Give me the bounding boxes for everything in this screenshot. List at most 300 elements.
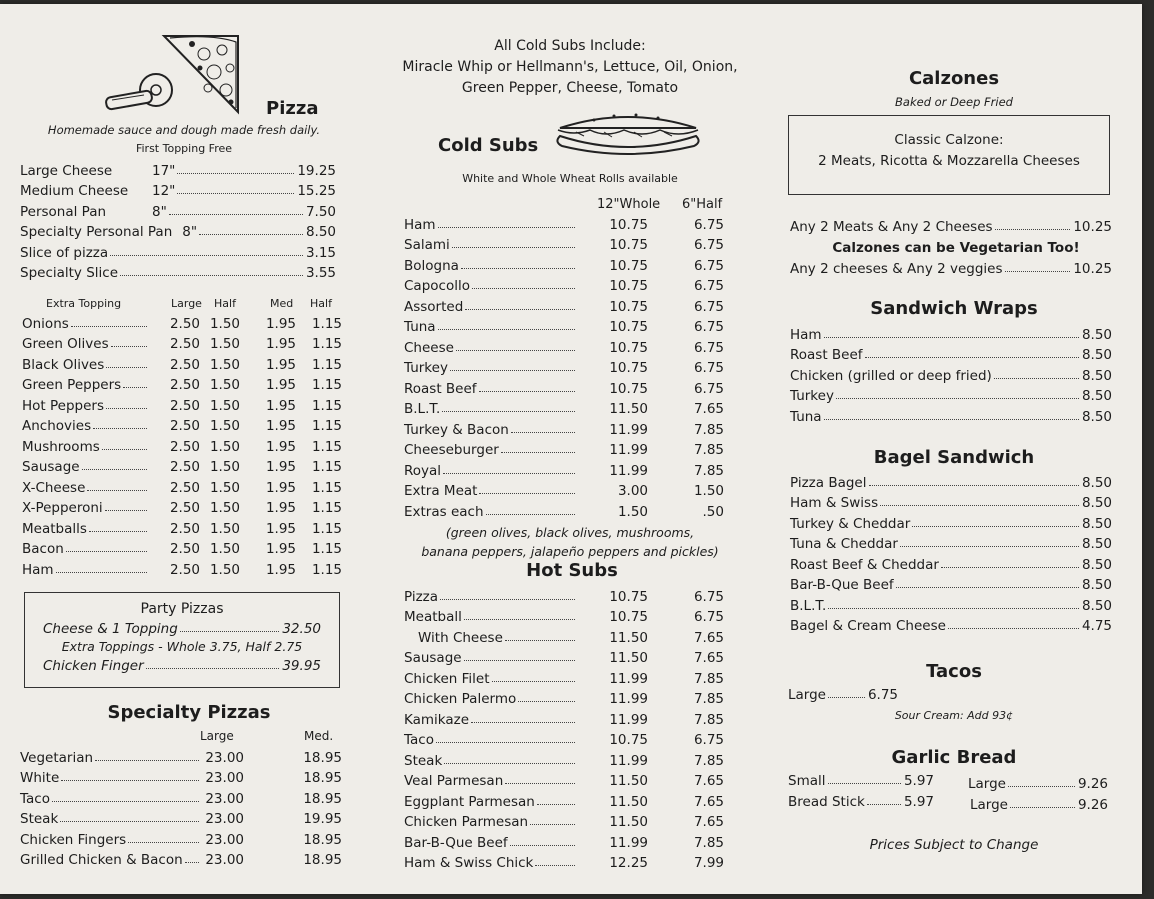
topping-row <box>22 352 342 373</box>
cold-sub-half-price: 6.75 <box>693 298 724 315</box>
cold-sub-row <box>404 499 724 520</box>
bagel-item-name: Bar-B-Que Beef <box>790 577 894 593</box>
bagel-item-price: 8.50 <box>1081 474 1112 491</box>
wraps-item-name: Chicken (grilled or deep fried) <box>790 367 992 384</box>
pizza-size-inches: 12" <box>152 183 176 199</box>
topping-name: Sausage <box>22 459 80 475</box>
classic-line: 2 Meats, Ricotta & Mozzarella Cheeses <box>818 153 1080 169</box>
wraps-item-price: 8.50 <box>1081 367 1112 384</box>
cold-sub-row <box>404 438 724 459</box>
garlic-item <box>788 789 934 810</box>
hot-sub-name: With Cheese <box>418 629 503 646</box>
cold-sub-row <box>404 356 724 377</box>
pizza-size-price: 7.50 <box>305 203 336 220</box>
pizza-size-name: Slice of pizza <box>20 244 109 261</box>
pizza-size-row <box>20 261 336 282</box>
specialty-name: Taco <box>20 790 50 807</box>
pizza-size-row <box>20 179 336 200</box>
hot-subs-list <box>404 584 724 871</box>
hot-sub-name: Pizza <box>404 588 439 605</box>
specialty-large-price: 23.00 <box>205 811 244 827</box>
classic-calzone-box <box>788 115 1110 195</box>
vegetarian-note: Calzones can be Vegetarian Too! <box>832 240 1080 256</box>
topping-price: 1.15 <box>311 418 342 434</box>
cold-sub-half-price: 6.75 <box>693 257 724 274</box>
cold-sub-name: Cheese <box>404 339 454 356</box>
specialty-med-price: 18.95 <box>303 831 342 848</box>
hot-sub-half-price: 7.65 <box>693 793 724 810</box>
cold-sub-whole-price: 10.75 <box>609 257 648 274</box>
pizza-subtitle: Homemade sauce and dough made fresh daily. <box>47 123 321 137</box>
topping-price: 1.50 <box>209 397 240 414</box>
cold-sub-name: Salami <box>404 237 450 253</box>
topping-row <box>22 475 342 496</box>
topping-price: 1.15 <box>311 377 342 393</box>
cold-sub-whole-price: 11.99 <box>609 442 648 458</box>
bagel-row <box>790 532 1112 553</box>
cold-sub-name: Tuna <box>404 319 436 335</box>
prices-footer: Prices Subject to Change <box>869 837 1039 853</box>
garlic-item <box>970 792 1108 813</box>
pizza-size-name: Specialty Personal Pan <box>20 224 173 240</box>
specialty-med-price: 18.95 <box>303 749 342 766</box>
topping-row <box>22 373 342 394</box>
topping-header: Half <box>310 297 332 310</box>
hot-sub-whole-price: 11.50 <box>609 650 648 666</box>
bagel-item-price: 4.75 <box>1081 618 1112 634</box>
hot-sub-half-price: 7.85 <box>693 670 724 687</box>
topping-price: 1.50 <box>209 438 240 455</box>
bagel-title: Bagel Sandwich <box>873 447 1035 468</box>
garlic-item-name: Small <box>788 772 826 789</box>
topping-header: Half <box>214 297 236 310</box>
hot-sub-name: Sausage <box>404 650 462 666</box>
topping-name: Green Olives <box>22 336 109 352</box>
topping-price: 1.95 <box>265 397 296 414</box>
topping-price: 1.95 <box>265 418 296 434</box>
intro-line: All Cold Subs Include: <box>494 38 646 54</box>
topping-price: 2.50 <box>169 479 200 496</box>
cold-sub-name: Turkey & Bacon <box>404 421 509 438</box>
bagel-item-name: Roast Beef & Cheddar <box>790 556 939 573</box>
cold-sub-row <box>404 315 724 336</box>
cold-sub-row <box>404 376 724 397</box>
wraps-item-price: 8.50 <box>1081 347 1112 363</box>
specialty-row <box>20 807 342 828</box>
hot-sub-whole-price: 10.75 <box>609 732 648 748</box>
garlic-item-price: 5.97 <box>903 793 934 810</box>
cold-sub-row <box>404 479 724 500</box>
hot-sub-whole-price: 11.50 <box>609 793 648 810</box>
hot-sub-half-price: 6.75 <box>693 588 724 605</box>
topping-name: Green Peppers <box>22 377 122 393</box>
bagel-item-name: B.L.T. <box>790 597 827 614</box>
party-item-name: Chicken Finger <box>43 658 144 674</box>
topping-price: 1.15 <box>311 520 342 537</box>
cold-sub-row <box>404 294 724 315</box>
cold-sub-whole-price: 10.75 <box>609 278 648 294</box>
wraps-item-name: Ham <box>790 326 822 343</box>
wraps-title: Sandwich Wraps <box>870 298 1038 319</box>
hot-sub-half-price: 7.65 <box>693 814 724 830</box>
hot-sub-half-price: 7.65 <box>693 629 724 646</box>
topping-price: 2.50 <box>169 356 200 373</box>
hot-sub-row <box>404 625 724 646</box>
topping-price: 1.50 <box>209 459 240 475</box>
topping-price: 1.95 <box>265 336 296 352</box>
cold-sub-half-price: 7.85 <box>693 462 724 479</box>
topping-price: 1.95 <box>265 500 296 516</box>
specialty-name: Chicken Fingers <box>20 831 127 848</box>
hot-sub-name: Steak <box>404 752 443 769</box>
topping-price: 2.50 <box>169 520 200 537</box>
hot-sub-half-price: 7.65 <box>693 773 724 789</box>
topping-price: 1.50 <box>209 479 240 496</box>
menu-page <box>0 4 1142 894</box>
specialty-large-price: 23.00 <box>205 852 244 868</box>
topping-price: 2.50 <box>169 541 200 557</box>
hot-sub-row <box>404 728 724 749</box>
cold-sub-half-price: 6.75 <box>693 237 724 253</box>
hot-sub-name: Meatball <box>404 609 462 625</box>
bagel-item-price: 8.50 <box>1081 556 1112 573</box>
cold-sub-half-price: 6.75 <box>693 216 724 233</box>
hot-sub-whole-price: 11.99 <box>609 691 648 707</box>
topping-row <box>22 455 342 476</box>
wraps-item-name: Turkey <box>790 388 834 404</box>
pizza-size-row <box>20 199 336 220</box>
topping-row <box>22 393 342 414</box>
hot-sub-row <box>404 687 724 708</box>
topping-price: 1.95 <box>265 315 296 332</box>
cold-sub-name: Cheeseburger <box>404 442 499 458</box>
hot-sub-name: Eggplant Parmesan <box>404 793 535 810</box>
taco-item <box>788 682 898 703</box>
bagel-row <box>790 511 1112 532</box>
topping-price: 1.95 <box>265 356 296 373</box>
topping-price: 1.15 <box>311 397 342 414</box>
cold-sub-half-price: 1.50 <box>693 483 724 499</box>
topping-name: Mushrooms <box>22 438 100 455</box>
pizza-size-row <box>20 240 336 261</box>
party-extra-note: Extra Toppings - Whole 3.75, Half 2.75 <box>61 639 303 654</box>
topping-price: 1.50 <box>209 541 240 557</box>
topping-name: Anchovies <box>22 418 92 434</box>
topping-price: 1.15 <box>311 356 342 373</box>
topping-price: 2.50 <box>169 418 200 434</box>
topping-price: 2.50 <box>169 459 200 475</box>
cold-sub-whole-price: 1.50 <box>617 503 648 520</box>
cold-sub-half-price: .50 <box>702 503 724 520</box>
cold-sub-whole-price: 11.99 <box>609 421 648 438</box>
cold-sub-row <box>404 335 724 356</box>
party-title: Party Pizzas <box>140 601 224 617</box>
garlic-item-name: Large <box>968 775 1006 792</box>
cold-sub-whole-price: 10.75 <box>609 237 648 253</box>
topping-name: Hot Peppers <box>22 397 104 414</box>
garlic-item-name: Bread Stick <box>788 793 865 810</box>
topping-price: 2.50 <box>169 561 200 578</box>
hot-sub-name: Chicken Filet <box>404 670 490 687</box>
cold-sub-half-price: 7.85 <box>693 442 724 458</box>
cold-sub-name: Bologna <box>404 257 459 274</box>
cold-sub-name: Assorted <box>404 298 464 315</box>
hot-sub-row <box>404 810 724 831</box>
topping-price: 1.50 <box>209 500 240 516</box>
cold-sub-whole-price: 10.75 <box>609 216 648 233</box>
hot-sub-row <box>404 605 724 626</box>
wraps-item-price: 8.50 <box>1081 408 1112 425</box>
specialty-med-price: 18.95 <box>303 770 342 786</box>
specialty-name: Grilled Chicken & Bacon <box>20 852 183 868</box>
topping-price: 1.50 <box>209 356 240 373</box>
hot-sub-row <box>404 789 724 810</box>
topping-row <box>22 516 342 537</box>
hot-sub-name: Ham & Swiss Chick <box>404 855 534 871</box>
topping-name: Black Olives <box>22 356 105 373</box>
specialty-title: Specialty Pizzas <box>107 702 271 723</box>
specialty-header: Med. <box>304 729 334 743</box>
party-item-name: Cheese & 1 Topping <box>43 621 178 637</box>
garlic-item-name: Large <box>970 796 1008 813</box>
wraps-item-name: Tuna <box>790 408 822 425</box>
topping-row <box>22 537 342 558</box>
party-item-price: 39.95 <box>282 658 321 674</box>
bagel-item-price: 8.50 <box>1081 577 1112 593</box>
garlic-item <box>788 768 934 789</box>
bagel-item-price: 8.50 <box>1081 515 1112 532</box>
taco-item-price: 6.75 <box>867 686 898 703</box>
cold-sub-whole-price: 10.75 <box>609 380 648 397</box>
topping-name: Ham <box>22 561 54 578</box>
cold-sub-half-price: 6.75 <box>693 278 724 294</box>
topping-price: 1.50 <box>209 561 240 578</box>
bagel-item-price: 8.50 <box>1081 495 1112 511</box>
hot-sub-half-price: 7.85 <box>693 752 724 769</box>
cold-sub-row <box>404 417 724 438</box>
pizza-size-name: Personal Pan <box>20 203 107 220</box>
sub-sandwich-icon <box>554 106 702 158</box>
wraps-item-price: 8.50 <box>1081 388 1112 404</box>
topping-price: 1.95 <box>265 479 296 496</box>
topping-price: 2.50 <box>169 377 200 393</box>
cold-sub-half-price: 6.75 <box>693 360 724 376</box>
topping-name: Onions <box>22 315 69 332</box>
intro-line: Green Pepper, Cheese, Tomato <box>461 80 679 96</box>
topping-price: 1.15 <box>311 479 342 496</box>
hot-sub-half-price: 7.85 <box>693 691 724 707</box>
topping-row <box>22 332 342 353</box>
topping-price: 1.15 <box>311 500 342 516</box>
cold-sub-name: Turkey <box>404 360 448 376</box>
classic-line: Classic Calzone: <box>894 132 1004 148</box>
specialty-name: Steak <box>20 811 59 827</box>
cold-sub-half-price: 6.75 <box>693 339 724 356</box>
topping-name: X-Pepperoni <box>22 500 103 516</box>
tacos-title: Tacos <box>926 661 982 682</box>
topping-price: 1.15 <box>311 315 342 332</box>
topping-row <box>22 311 342 332</box>
party-item <box>43 654 321 674</box>
bagel-item-name: Bagel & Cream Cheese <box>790 618 946 634</box>
hot-sub-whole-price: 11.50 <box>609 629 648 646</box>
hot-sub-row <box>404 748 724 769</box>
hot-sub-whole-price: 10.75 <box>609 588 648 605</box>
topping-price: 1.15 <box>311 459 342 475</box>
bagel-item-name: Pizza Bagel <box>790 474 867 491</box>
extras-note-line: banana peppers, jalapeño peppers and pickles) <box>421 544 719 559</box>
cold-sub-name: Ham <box>404 216 436 233</box>
hot-sub-whole-price: 11.99 <box>609 670 648 687</box>
cold-sub-row <box>404 397 724 418</box>
hot-sub-half-price: 7.65 <box>693 650 724 666</box>
hot-sub-half-price: 7.85 <box>693 834 724 851</box>
bagel-item-price: 8.50 <box>1081 536 1112 552</box>
hot-sub-name: Bar-B-Que Beef <box>404 834 508 851</box>
topping-name: Meatballs <box>22 520 87 537</box>
pizza-size-name: Medium Cheese <box>20 183 129 199</box>
sour-cream-note: Sour Cream: Add 93¢ <box>894 709 1014 722</box>
topping-price: 2.50 <box>169 438 200 455</box>
bagel-row <box>790 593 1112 614</box>
bagel-row <box>790 573 1112 594</box>
hot-sub-name: Chicken Palermo <box>404 691 517 707</box>
cold-sub-half-price: 7.85 <box>693 421 724 438</box>
bagel-item-name: Turkey & Cheddar <box>790 515 911 532</box>
specialty-name: Vegetarian <box>20 749 94 766</box>
topping-header: Large <box>171 297 202 310</box>
topping-price: 1.50 <box>209 520 240 537</box>
garlic-item <box>968 771 1108 792</box>
pizza-size-price: 3.55 <box>305 265 336 281</box>
extras-note-line: (green olives, black olives, mushrooms, <box>445 525 695 540</box>
topping-price: 1.95 <box>265 459 296 475</box>
specialty-row <box>20 827 342 848</box>
specialty-med-price: 18.95 <box>303 852 342 868</box>
party-item-price: 32.50 <box>282 621 321 637</box>
cold-subs-list <box>404 212 724 520</box>
calzone-item-price: 10.25 <box>1073 260 1112 277</box>
pizza-size-price: 15.25 <box>297 183 336 199</box>
cold-sub-row <box>404 212 724 233</box>
bagel-row <box>790 552 1112 573</box>
sub-header: 6"Half <box>682 197 723 212</box>
specialty-row <box>20 786 342 807</box>
wraps-row <box>790 363 1112 384</box>
cold-sub-whole-price: 11.99 <box>609 462 648 479</box>
topping-name: Bacon <box>22 541 64 557</box>
pizza-size-price: 8.50 <box>305 224 336 240</box>
topping-price: 1.15 <box>311 541 342 557</box>
garlic-item-price: 9.26 <box>1077 796 1108 813</box>
wraps-item-price: 8.50 <box>1081 326 1112 343</box>
wraps-row <box>790 322 1112 343</box>
hot-sub-half-price: 6.75 <box>693 609 724 625</box>
topping-price: 1.95 <box>265 561 296 578</box>
hot-sub-whole-price: 11.50 <box>609 814 648 830</box>
pizza-size-row <box>20 158 336 179</box>
specialty-large-price: 23.00 <box>205 831 244 848</box>
hot-sub-row <box>404 769 724 790</box>
pizza-size-name: Specialty Slice <box>20 265 119 281</box>
wraps-row <box>790 404 1112 425</box>
cold-sub-whole-price: 10.75 <box>609 298 648 315</box>
hot-sub-whole-price: 11.50 <box>609 773 648 789</box>
topping-price: 1.50 <box>209 315 240 332</box>
specialty-row <box>20 745 342 766</box>
topping-price: 2.50 <box>169 315 200 332</box>
bagel-item-price: 8.50 <box>1081 597 1112 614</box>
hot-sub-row <box>404 851 724 872</box>
calzone-item-price: 10.25 <box>1073 218 1112 235</box>
cold-sub-name: Capocollo <box>404 278 470 294</box>
hot-sub-whole-price: 12.25 <box>609 855 648 871</box>
cold-sub-name: Extra Meat <box>404 483 478 499</box>
topping-name: X-Cheese <box>22 479 86 496</box>
topping-price: 1.15 <box>311 336 342 352</box>
toppings-list <box>22 311 342 578</box>
topping-price: 1.15 <box>311 561 342 578</box>
garlic-title: Garlic Bread <box>891 747 1017 768</box>
sub-header: 12"Whole <box>597 197 661 212</box>
bagel-row <box>790 470 1112 491</box>
specialty-name: White <box>20 770 60 786</box>
cold-sub-name: Roast Beef <box>404 380 477 397</box>
specialty-large-price: 23.00 <box>205 770 244 786</box>
pizza-size-inches: 8" <box>182 224 198 240</box>
cold-subs-title: Cold Subs <box>438 135 539 156</box>
topping-price: 1.50 <box>209 418 240 434</box>
cold-sub-row <box>404 233 724 254</box>
topping-price: 2.50 <box>169 397 200 414</box>
pizza-size-price: 3.15 <box>305 244 336 261</box>
pizza-title: Pizza <box>266 98 319 119</box>
specialty-large-price: 23.00 <box>205 790 244 807</box>
cold-sub-whole-price: 3.00 <box>617 483 648 499</box>
hot-sub-whole-price: 11.99 <box>609 752 648 769</box>
hot-sub-name: Kamikaze <box>404 711 470 728</box>
hot-subs-title: Hot Subs <box>526 560 618 581</box>
cold-sub-half-price: 7.65 <box>693 401 724 417</box>
garlic-item-price: 9.26 <box>1077 775 1108 792</box>
hot-sub-row <box>404 830 724 851</box>
hot-sub-half-price: 7.85 <box>693 711 724 728</box>
hot-sub-row <box>404 584 724 605</box>
extras-note <box>398 523 742 561</box>
topping-price: 1.95 <box>265 438 296 455</box>
taco-item-name: Large <box>788 686 826 703</box>
bagel-row <box>790 614 1112 635</box>
pizza-size-inches: 17" <box>152 162 176 179</box>
hot-sub-half-price: 7.99 <box>693 855 724 871</box>
wraps-list <box>790 322 1112 425</box>
hot-sub-row <box>404 666 724 687</box>
hot-sub-row <box>404 707 724 728</box>
topping-row <box>22 414 342 435</box>
wraps-row <box>790 343 1112 364</box>
calzones-title: Calzones <box>908 68 1000 89</box>
hot-sub-half-price: 6.75 <box>693 732 724 748</box>
cold-sub-half-price: 6.75 <box>693 319 724 335</box>
cold-subs-intro <box>398 36 742 99</box>
bagel-item-name: Tuna & Cheddar <box>790 536 898 552</box>
topping-price: 1.15 <box>311 438 342 455</box>
topping-header: Extra Topping <box>46 297 122 310</box>
calzone-item <box>790 256 1112 277</box>
pizza-size-inches: 8" <box>152 203 167 220</box>
cold-sub-name: Extras each <box>404 503 484 520</box>
specialty-list <box>20 745 342 868</box>
